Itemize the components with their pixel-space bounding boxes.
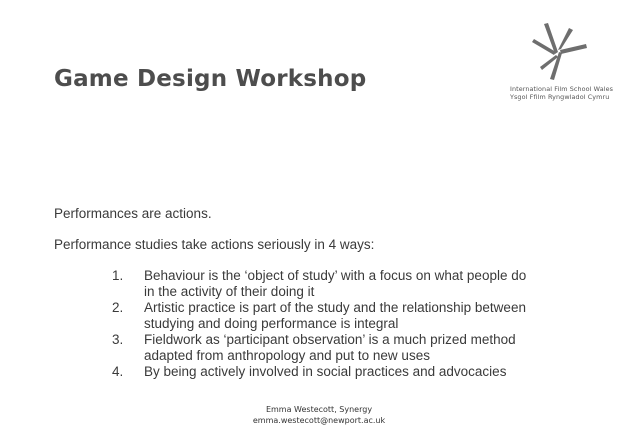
- list-number: 2.: [112, 300, 124, 315]
- logo-text-welsh: Ysgol Ffilm Ryngwladol Cymru: [510, 93, 610, 101]
- list-text: Artistic practice is part of the study and the relationship between studying and doing performance is integral: [144, 300, 526, 331]
- list-text: Behaviour is the ‘object of study’ with a focus on what people do in the activity of their doing it: [144, 268, 527, 299]
- footer-author: Emma Westecott, Synergy: [265, 405, 373, 414]
- starburst-logo-icon: [528, 22, 590, 82]
- list-text: Fieldwork as ‘participant observation’ is a much prized method adapted from anthropology and put to new uses: [144, 332, 516, 363]
- slide-title: Game Design Workshop: [54, 66, 367, 92]
- list-number: 4.: [112, 364, 124, 379]
- list-item: [112, 300, 532, 332]
- lead-statement: Performance studies take actions seriously in 4 ways:: [54, 237, 375, 252]
- list-number: 3.: [112, 332, 124, 347]
- numbered-list: [112, 268, 532, 380]
- intro-statement: Performances are actions.: [54, 206, 212, 221]
- list-item: [112, 364, 532, 380]
- list-item: [112, 332, 532, 364]
- list-text: By being actively involved in social practices and advocacies: [144, 364, 507, 379]
- logo-text-english: International Film School Wales: [510, 85, 614, 93]
- footer-email: emma.westecott@newport.ac.uk: [252, 416, 386, 425]
- school-logo: [510, 22, 614, 108]
- list-item: [112, 268, 532, 300]
- list-number: 1.: [112, 268, 124, 283]
